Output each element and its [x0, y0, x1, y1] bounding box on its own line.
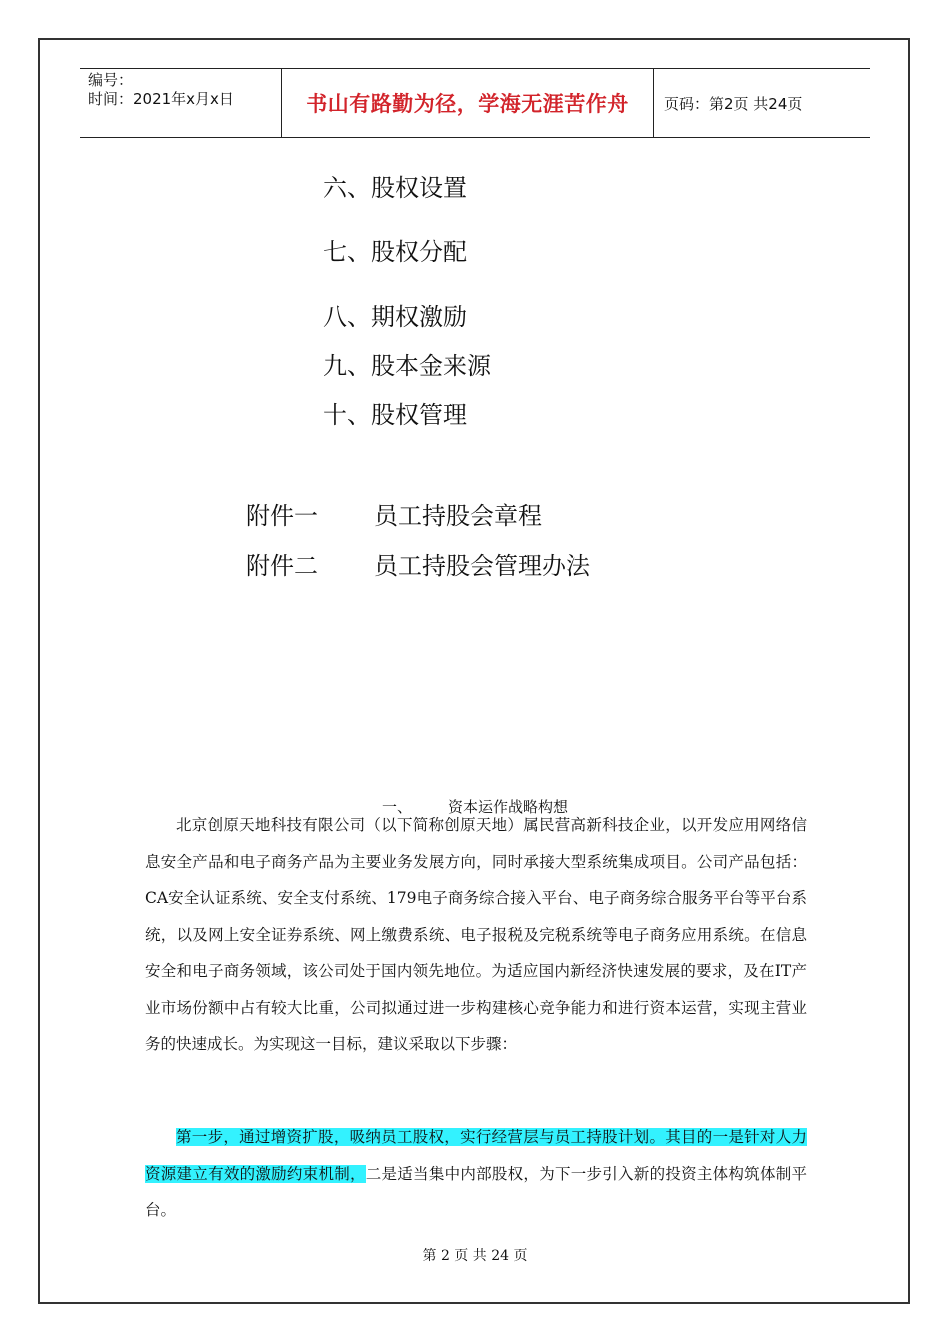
header-motto: 书山有路勤为径，学海无涯苦作舟	[282, 69, 654, 137]
paragraph-text: 二是适当集中内部股权，为下一步引入新的投资主体构筑体制平台。	[145, 1164, 807, 1219]
appendix-title: 员工持股会管理办法	[374, 552, 590, 580]
section-number: 一、	[381, 798, 412, 816]
appendix-item	[246, 496, 542, 531]
appendix-number: 附件一	[246, 502, 318, 530]
number-label: 编号：	[88, 71, 134, 89]
header-meta	[80, 69, 282, 137]
time-label: 时间：2021年x月x日	[88, 90, 234, 108]
section-heading: 资本运作战略构想	[448, 798, 569, 816]
toc-item: 六、股权设置	[323, 174, 467, 202]
header-page-info: 页码：第2页 共24页	[664, 94, 803, 113]
toc-item: 十、股权管理	[323, 401, 467, 429]
toc-item: 八、期权激励	[323, 303, 467, 331]
page-border	[38, 38, 910, 1304]
toc-item: 九、股本金来源	[323, 352, 491, 380]
page-header	[80, 68, 870, 138]
highlighted-text: 第一步，通过增资扩股，吸纳员工股权，实行经营层与员工持股计划。其目的一是针对人力资源建立有效的激励约束机制，	[145, 1128, 807, 1183]
body-paragraph	[145, 1119, 807, 1229]
toc-item: 七、股权分配	[323, 238, 467, 266]
body-paragraph: 北京创原天地科技有限公司（以下简称创原天地）属民营高新科技企业，以开发应用网络信息安全产品和电子商务产品为主要业务发展方向，同时承接大型系统集成项目。公司产品包括：CA安全认证系统、安全支付系统、179电子商务综合接入平台、电子商务综合服务平台等平台系统，以及网上安全证券系统、网上缴费系统、电子报税及完税系统等电子商务应用系统。在信息安全和电子商务领域，该公司处于国内领先地位。为适应国内新经济快速发展的要求，及在IT产业市场份额中占有较大比重，公司拟通过进一步构建核心竞争能力和进行资本运营，实现主营业务的快速成长。为实现这一目标，建议采取以下步骤：	[145, 816, 807, 1053]
appendix-title: 员工持股会章程	[374, 502, 542, 530]
appendix-number: 附件二	[246, 552, 318, 580]
appendix-item	[246, 546, 590, 581]
page-footer: 第 2 页 共 24 页	[422, 1248, 528, 1264]
